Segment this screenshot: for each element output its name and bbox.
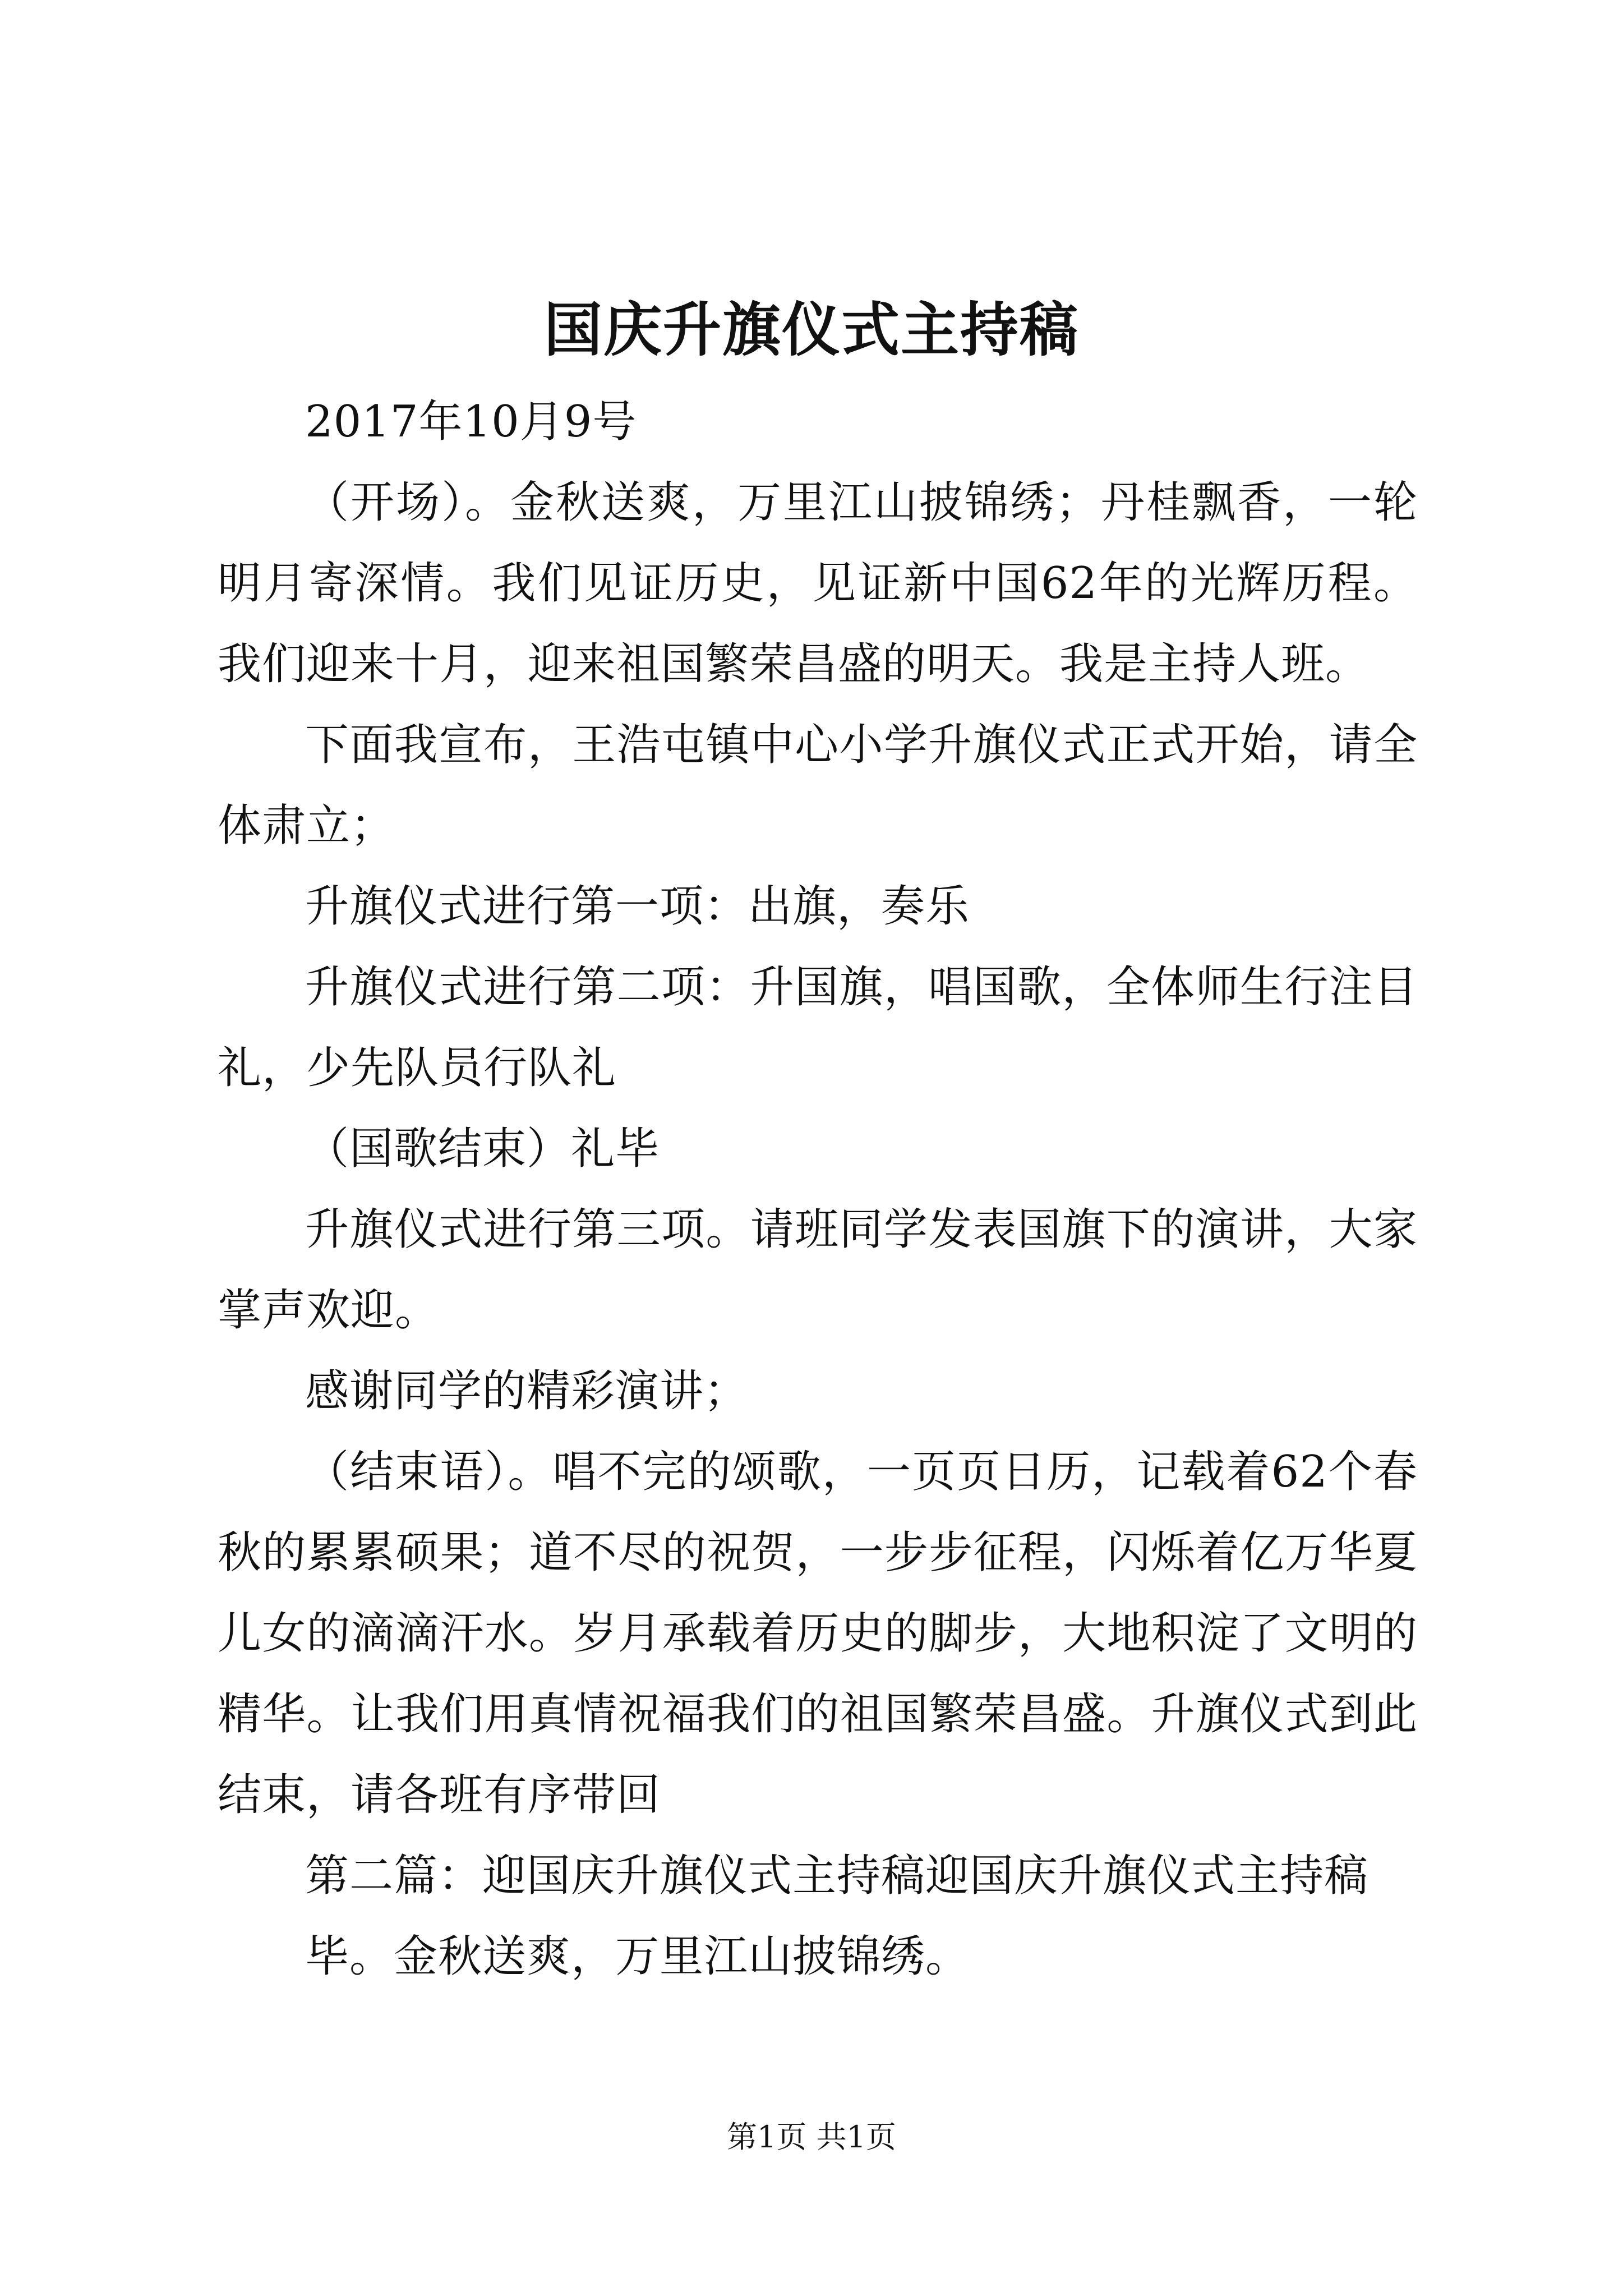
- item-two-paragraph: 升旗仪式进行第二项：升国旗，唱国歌，全体师生行注目礼，少先队员行队礼: [218, 962, 1418, 1093]
- opening-paragraph: （开场）。金秋送爽，万里江山披锦绣；丹桂飘香，一轮明月寄深情。我们见证历史，见证新中国62年的光辉历程。我们迎来十月，迎来祖国繁荣昌盛的明天。我是主持人班。: [218, 477, 1418, 689]
- thanks-paragraph: 感谢同学的精彩演讲；: [305, 1366, 749, 1416]
- item-three-paragraph: 升旗仪式进行第三项。请班同学发表国旗下的演讲，大家掌声欢迎。: [218, 1204, 1418, 1336]
- item-one-paragraph: 升旗仪式进行第一项：出旗，奏乐: [305, 881, 970, 932]
- announcement-paragraph: 下面我宣布，王浩屯镇中心小学升旗仪式正式开始，请全体肃立；: [218, 720, 1418, 851]
- document-title: 国庆升旗仪式主持稿: [543, 295, 1079, 364]
- second-article-paragraph: 毕。金秋送爽，万里江山披锦绣。: [305, 1931, 970, 1982]
- second-article-heading: 第二篇：迎国庆升旗仪式主持稿迎国庆升旗仪式主持稿: [305, 1851, 1369, 1901]
- page-footer: 第1页 共1页: [727, 2119, 896, 2155]
- closing-paragraph: （结束语）。唱不完的颂歌，一页页日历，记载着62个春秋的累累硕果；道不尽的祝贺，一步步征程，闪烁着亿万华夏儿女的滴滴汗水。岁月承载着历史的脚步，大地积淀了文明的精华。让我们用真情祝福我们的祖国繁荣昌盛。升旗仪式到此结束，请各班有序带回: [218, 1447, 1418, 1820]
- document-body: [218, 381, 1418, 1997]
- date-line: 2017年10月9号: [305, 397, 637, 447]
- anthem-end-paragraph: （国歌结束）礼毕: [305, 1124, 660, 1174]
